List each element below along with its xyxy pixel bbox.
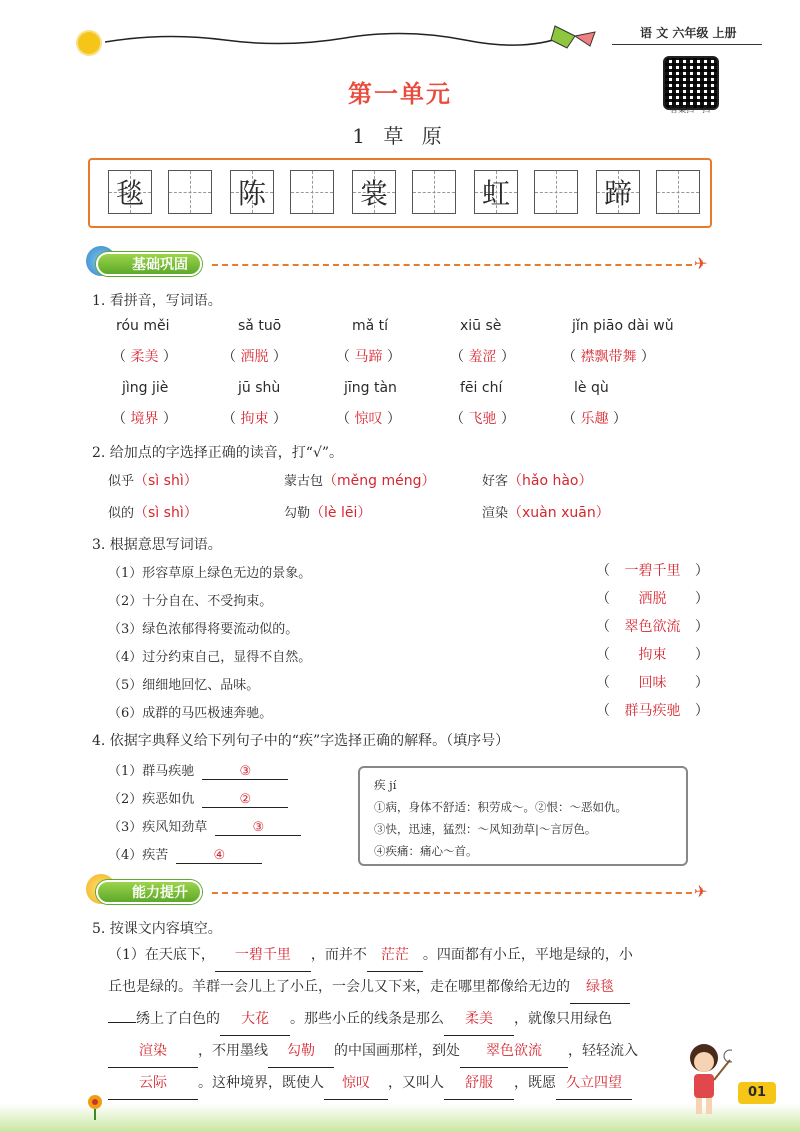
section-divider bbox=[212, 892, 692, 894]
q4-text: （4）疾苦 bbox=[108, 848, 169, 863]
q5-answer[interactable]: 翠色欲流 bbox=[460, 1036, 568, 1068]
dict-line: ④疾痛：痛心～首。 bbox=[374, 844, 478, 858]
header-rule bbox=[612, 44, 762, 45]
section-banner-basic: 基础巩固 bbox=[96, 252, 202, 276]
q1-pinyin: jīng tàn bbox=[344, 380, 397, 396]
q5-text: 。这种境界，既使人 bbox=[198, 1075, 324, 1091]
q5-blank-lead bbox=[108, 1022, 136, 1023]
airplane-icon: ✈ bbox=[694, 882, 708, 901]
q2-options: （měng méng） bbox=[323, 473, 436, 489]
q1-pinyin: xiū sè bbox=[460, 318, 502, 334]
q2-item[interactable] bbox=[284, 470, 436, 490]
q2-options: （sì shì） bbox=[134, 505, 198, 521]
lesson-title: 1 草 原 bbox=[352, 124, 448, 148]
dict-head: 疾 jí bbox=[374, 778, 397, 792]
q5-text: 。四面都有小丘，平地是绿的，小 bbox=[422, 947, 633, 963]
q1-answer-box[interactable]: （ 襟飘带舞 ） bbox=[562, 349, 655, 365]
q5-answer[interactable]: 云际 bbox=[108, 1068, 198, 1100]
blank-cell[interactable] bbox=[168, 170, 212, 214]
q3-title: 3. 根据意思写词语。 bbox=[92, 537, 222, 553]
q3-answer-box[interactable]: （ 翠色欲流 ） bbox=[596, 616, 709, 636]
q1-pinyin: fēi chí bbox=[460, 380, 503, 396]
q1-answer-box[interactable]: （ 境界 ） bbox=[112, 411, 177, 427]
q3-meaning: （3）绿色浓郁得将要流动似的。 bbox=[108, 622, 299, 637]
q2-word: 勾勒 bbox=[284, 506, 311, 521]
q5-text: ，既愿 bbox=[514, 1075, 556, 1091]
q1-answer: 洒脱 bbox=[240, 349, 269, 365]
header-string-decoration bbox=[105, 22, 665, 52]
q3-answer-box[interactable]: （ 一碧千里 ） bbox=[596, 560, 709, 580]
q3-answer-box[interactable]: （ 群马疾驰 ） bbox=[596, 700, 709, 720]
blank-cell[interactable] bbox=[534, 170, 578, 214]
girl-with-net-illustration bbox=[676, 1040, 732, 1120]
char-cell bbox=[230, 170, 274, 214]
q4-answer[interactable]: ③ bbox=[215, 820, 301, 836]
char-text: 蹄 bbox=[603, 177, 632, 210]
q1-answer: 柔美 bbox=[130, 349, 159, 365]
char-text: 陈 bbox=[237, 177, 266, 210]
char-cell bbox=[596, 170, 640, 214]
q3-answer: 回味 bbox=[638, 675, 667, 691]
q1-answer: 羞涩 bbox=[468, 349, 497, 365]
q3-answer: 洒脱 bbox=[638, 591, 667, 607]
char-text: 虹 bbox=[481, 177, 510, 210]
q4-item bbox=[108, 760, 288, 780]
q5-answer[interactable]: 茫茫 bbox=[367, 940, 423, 972]
q1-answer-box[interactable]: （ 马蹄 ） bbox=[336, 349, 401, 365]
q2-word: 似的 bbox=[108, 506, 135, 521]
char-text: 裳 bbox=[359, 177, 388, 210]
q4-answer[interactable]: ② bbox=[202, 792, 288, 808]
q4-answer[interactable]: ④ bbox=[176, 848, 262, 864]
q1-answer-box[interactable]: （ 拘束 ） bbox=[222, 411, 287, 427]
blank-cell[interactable] bbox=[290, 170, 334, 214]
q1-pinyin: sǎ tuō bbox=[238, 318, 282, 334]
q1-answer: 境界 bbox=[130, 411, 159, 427]
q3-answer: 群马疾驰 bbox=[624, 703, 681, 719]
q5-text: 。那些小丘的线条是那么 bbox=[290, 1011, 444, 1027]
q3-meaning: （5）细细地回忆、品味。 bbox=[108, 678, 260, 693]
q3-meaning: （2）十分自在、不受拘束。 bbox=[108, 594, 273, 609]
q5-answer[interactable]: 惊叹 bbox=[324, 1068, 388, 1100]
q1-pinyin: jǐn piāo dài wǔ bbox=[572, 318, 674, 334]
q1-answer-box[interactable]: （ 洒脱 ） bbox=[222, 349, 287, 365]
q5-answer[interactable]: 大花 bbox=[220, 1004, 290, 1036]
q1-answer: 惊叹 bbox=[354, 411, 383, 427]
q2-word: 蒙古包 bbox=[284, 474, 324, 489]
flower-icon bbox=[80, 1090, 110, 1120]
q2-word: 好客 bbox=[482, 474, 509, 489]
header-subject: 语 文 六年级 上册 bbox=[640, 26, 737, 40]
char-cell bbox=[352, 170, 396, 214]
q2-options: （sì shì） bbox=[134, 473, 198, 489]
q2-title: 2. 给加点的字选择正确的读音，打“√”。 bbox=[92, 445, 344, 461]
q5-paragraph bbox=[108, 940, 712, 1100]
dictionary-entry-card bbox=[358, 766, 688, 866]
q1-answer-box[interactable]: （ 飞驰 ） bbox=[450, 411, 515, 427]
q4-answer[interactable]: ③ bbox=[202, 764, 288, 780]
q1-answer-box[interactable]: （ 乐趣 ） bbox=[562, 411, 627, 427]
q5-answer[interactable]: 绿毯 bbox=[570, 972, 630, 1004]
q2-options: （hǎo hào） bbox=[508, 473, 593, 489]
char-text: 毯 bbox=[115, 177, 144, 210]
q3-meaning: （1）形容草原上绿色无边的景象。 bbox=[108, 566, 312, 581]
q1-pinyin: lè qù bbox=[574, 380, 609, 396]
char-cell bbox=[474, 170, 518, 214]
q5-text: 绣上了白色的 bbox=[136, 1011, 220, 1027]
q1-answer: 飞驰 bbox=[468, 411, 497, 427]
blank-cell[interactable] bbox=[656, 170, 700, 214]
q5-answer[interactable]: 久立四望 bbox=[556, 1068, 632, 1100]
q5-text: ，轻轻流入 bbox=[568, 1043, 638, 1059]
q1-title: 1. 看拼音，写词语。 bbox=[92, 293, 222, 309]
q5-text: （1）在天底下， bbox=[108, 947, 215, 963]
page-number: 01 bbox=[738, 1082, 776, 1104]
q1-answer-box[interactable]: （ 羞涩 ） bbox=[450, 349, 515, 365]
q1-answer: 乐趣 bbox=[580, 411, 609, 427]
q5-text: ，而并不 bbox=[310, 947, 367, 963]
q5-answer[interactable]: 勾勒 bbox=[268, 1036, 334, 1068]
q5-title: 5. 按课文内容填空。 bbox=[92, 921, 222, 937]
q4-title: 4. 依据字典释义给下列句子中的“疾”字选择正确的解释。（填序号） bbox=[92, 733, 510, 749]
q2-word: 渲染 bbox=[482, 506, 509, 521]
q5-text: ，就像只用绿色 bbox=[514, 1011, 612, 1027]
q3-meaning: （4）过分约束自己，显得不自然。 bbox=[108, 650, 312, 665]
q2-item[interactable] bbox=[108, 502, 198, 522]
q5-answer[interactable]: 一碧千里 bbox=[215, 940, 311, 972]
unit-title: 第一单元 bbox=[348, 79, 452, 108]
dict-line: ③快，迅速，猛烈：～风知劲草|～言厉色。 bbox=[374, 822, 597, 836]
blank-cell[interactable] bbox=[412, 170, 456, 214]
q3-answer: 一碧千里 bbox=[624, 563, 681, 579]
character-grid bbox=[88, 158, 712, 228]
q1-answer: 襟飘带舞 bbox=[580, 349, 637, 365]
section-banner-ability: 能力提升 bbox=[96, 880, 202, 904]
q2-item[interactable] bbox=[482, 502, 610, 522]
q5-answer[interactable]: 柔美 bbox=[444, 1004, 514, 1036]
q1-pinyin: jū shù bbox=[238, 380, 281, 396]
dict-line: ①病，身体不舒适：积劳成～。②恨：～恶如仇。 bbox=[374, 800, 627, 814]
q2-item[interactable] bbox=[482, 470, 593, 490]
q4-text: （2）疾恶如仇 bbox=[108, 792, 195, 807]
q2-word: 似乎 bbox=[108, 474, 135, 489]
q4-text: （3）疾风知劲草 bbox=[108, 820, 208, 835]
q4-text: （1）群马疾驰 bbox=[108, 764, 195, 779]
q4-item bbox=[108, 844, 262, 864]
q2-options: （xuàn xuān） bbox=[508, 505, 610, 521]
q1-answer: 马蹄 bbox=[354, 349, 383, 365]
q4-item bbox=[108, 788, 288, 808]
q5-answer[interactable]: 舒服 bbox=[444, 1068, 514, 1100]
airplane-icon: ✈ bbox=[694, 254, 708, 273]
q4-item bbox=[108, 816, 301, 836]
q5-text: 的中国画那样，到处 bbox=[334, 1043, 460, 1059]
q2-options: （lè lēi） bbox=[310, 505, 372, 521]
q5-text: 丘也是绿的。羊群一会儿上了小丘，一会儿又下来，走在哪里都像给无边的 bbox=[108, 979, 570, 995]
sun-icon bbox=[78, 32, 100, 54]
char-cell bbox=[108, 170, 152, 214]
q2-item[interactable] bbox=[108, 470, 198, 490]
q1-answer-box[interactable]: （ 柔美 ） bbox=[112, 349, 177, 365]
q3-answer-box[interactable]: （ 回味 ） bbox=[596, 672, 709, 692]
q5-text: ，不用墨线 bbox=[198, 1043, 268, 1059]
q3-answer-box[interactable]: （ 拘束 ） bbox=[596, 644, 709, 664]
section-divider bbox=[212, 264, 692, 266]
q3-answer: 翠色欲流 bbox=[624, 619, 681, 635]
q1-pinyin: jìng jiè bbox=[122, 380, 169, 396]
qr-caption: 答案扫一扫 bbox=[670, 105, 710, 114]
q5-answer[interactable]: 渲染 bbox=[108, 1036, 198, 1068]
q5-text: ，又叫人 bbox=[388, 1075, 444, 1091]
q1-pinyin: róu měi bbox=[116, 318, 170, 334]
q1-pinyin: mǎ tí bbox=[352, 318, 389, 334]
q3-answer: 拘束 bbox=[638, 647, 667, 663]
q3-answer-box[interactable]: （ 洒脱 ） bbox=[596, 588, 709, 608]
q1-answer: 拘束 bbox=[240, 411, 269, 427]
q1-answer-box[interactable]: （ 惊叹 ） bbox=[336, 411, 401, 427]
q2-item[interactable] bbox=[284, 502, 371, 522]
q3-meaning: （6）成群的马匹极速奔驰。 bbox=[108, 706, 273, 721]
